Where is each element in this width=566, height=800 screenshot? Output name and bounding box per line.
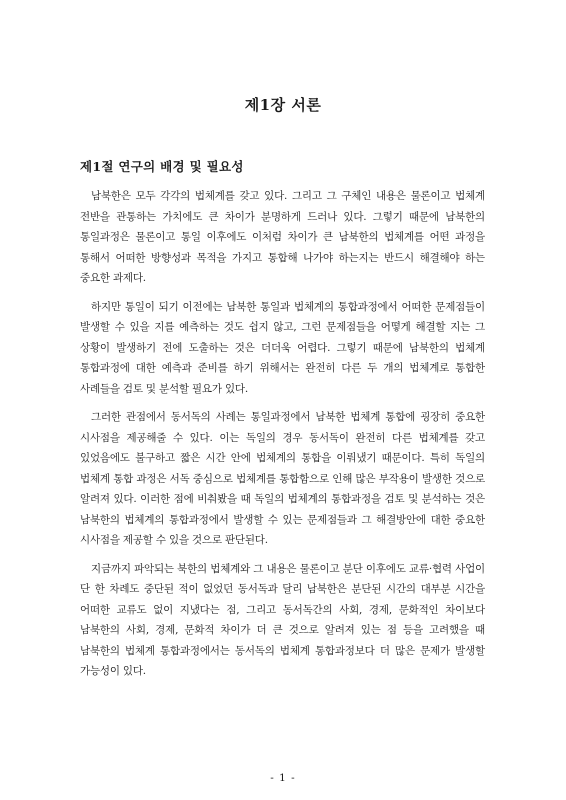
paragraph: 지금까지 파악되는 북한의 법체계와 그 내용은 물론이고 분단 이후에도 교류·협력 사업이 단 한 차례도 중단된 적이 없었던 동서독과 달리 남북한은 분단된 시간의 대부분 시간을 어떠한 교류도 없이 지냈다는 점, 그리고 동서독간의 사회, 경제, 문화적인 차이보다 남북한의 사회, 경제, 문화적 차이가 더 큰 것으로 알려져 있는 점 등을 고려했을 때 남북한의 법체계 통합과정에서는 동서독의 법체계 통합과정보다 더 많은 문제가 발생할 가능성이 있다.	[80, 562, 485, 677]
paragraph: 남북한은 모두 각각의 법체계를 갖고 있다. 그리고 그 구체인 내용은 물론이고 법체계 전반을 관통하는 가치에도 큰 차이가 분명하게 드러나 있다. 그렇기 때문에 남북한의 통일과정은 물론이고 통일 이후에도 이처럼 차이가 큰 남북한의 법체계를 어떤 과정을 통해서 어떠한 방향성과 목적을 가지고 통합해 나가야 하는지는 반드시 해결해야 하는 중요한 과제다.	[80, 190, 485, 284]
chapter-title: 제1장 서론	[244, 96, 322, 114]
page-number: - 1 -	[270, 772, 296, 784]
paragraph: 그러한 관점에서 동서독의 사례는 통일과정에서 남북한 법체계 통합에 굉장히 중요한 시사점을 제공해줄 수 있다. 이는 독일의 경우 동서독이 완전히 다른 법체계를 갖고 있었음에도 불구하고 짧은 시간 안에 법체계의 통합을 이뤄냈기 때문이다. 특히 독일의 법체계 통합 과정은 서독 중심으로 법체계를 통합함으로 인해 많은 부작용이 발생한 것으로 알려져 있다. 이러한 점에 비춰봤을 때 독일의 법체계의 통합과정을 검토 및 분석하는 것은 남북한의 법체계의 통합과정에서 발생할 수 있는 문제점들과 그 해결방안에 대한 중요한 시사점을 제공할 수 있을 것으로 판단된다.	[80, 411, 485, 546]
paragraph: 하지만 통일이 되기 이전에는 남북한 통일과 법체계의 통합과정에서 어떠한 문제점들이 발생할 수 있을 지를 예측하는 것도 쉽지 않고, 그런 문제점들을 어떻게 해결할 지는 그 상황이 발생하기 전에 도출하는 것은 더더욱 어렵다. 그렇기 때문에 남북한의 법체계 통합과정에 대한 예측과 준비를 하기 위해서는 완전히 다른 두 개의 법체계로 통합한 사례들을 검토 및 분석할 필요가 있다.	[80, 300, 485, 395]
body-text	[80, 186, 485, 690]
section-title: 제1절 연구의 배경 및 필요성	[80, 159, 244, 174]
